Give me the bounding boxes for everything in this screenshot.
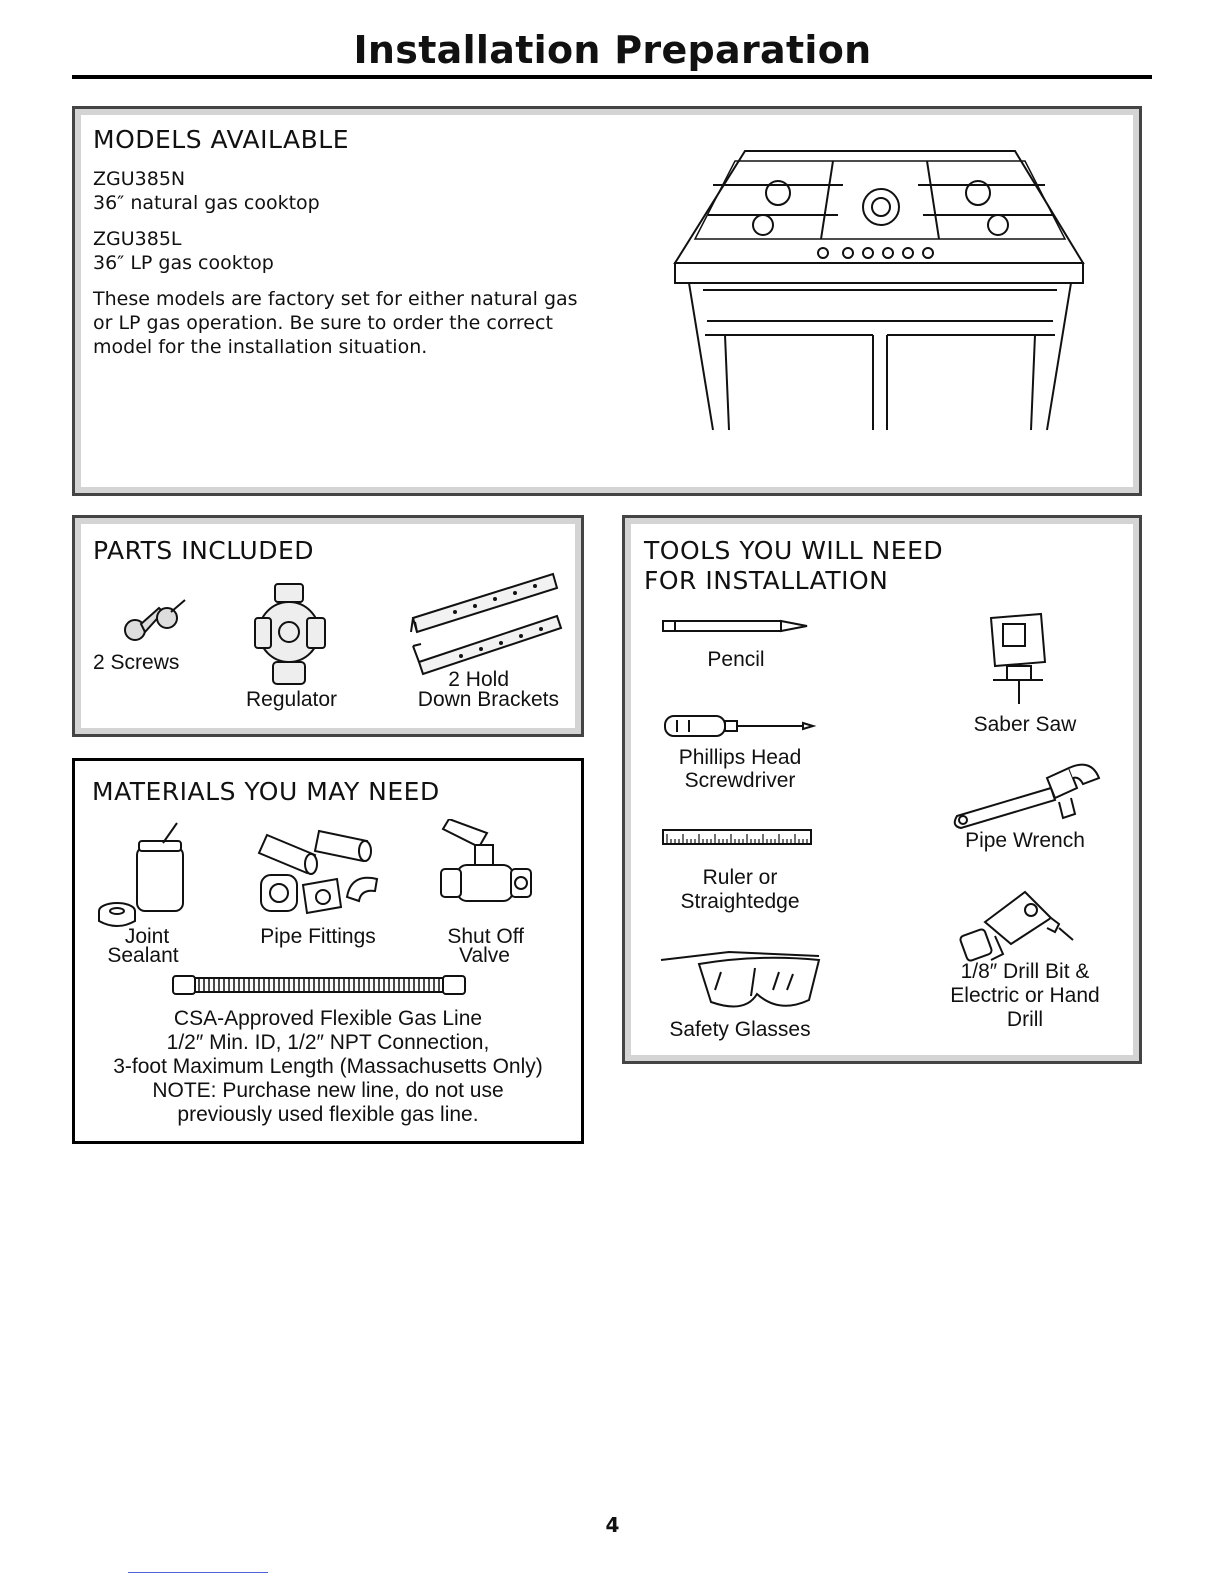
screwdriver-label-line1: Phillips Head xyxy=(678,746,802,769)
ruler-icon xyxy=(661,826,813,848)
drill-label-line1: 1/8″ Drill Bit & xyxy=(960,960,1090,983)
models-note-line3: model for the installation situation. xyxy=(93,336,428,358)
tools-box xyxy=(622,515,1142,1064)
safety-glasses-icon xyxy=(659,950,829,1016)
shut-off-valve-icon xyxy=(435,819,535,929)
valve-label-line2: Valve xyxy=(459,944,510,967)
drill-icon xyxy=(955,888,1075,964)
materials-heading: MATERIALS YOU MAY NEED xyxy=(92,777,440,806)
gasline-line3: 3-foot Maximum Length (Massachusetts Only) xyxy=(113,1055,543,1078)
screwdriver-label-line2: Screwdriver xyxy=(684,769,796,792)
materials-box xyxy=(72,758,584,1144)
pencil-icon xyxy=(661,618,811,634)
models-available-box xyxy=(72,106,1142,496)
model1-description: 36″ natural gas cooktop xyxy=(93,192,320,214)
model1-code: ZGU385N xyxy=(93,168,186,190)
pipe-wrench-icon xyxy=(951,758,1103,830)
page-title: Installation Preparation xyxy=(353,28,872,72)
saber-saw-icon xyxy=(985,610,1051,706)
pipe-fittings-label: Pipe Fittings xyxy=(260,925,376,948)
brackets-label-line2: Down Brackets xyxy=(417,688,559,711)
regulator-label: Regulator xyxy=(246,688,338,711)
sealant-label-line1: Joint xyxy=(124,925,170,948)
parts-heading: PARTS INCLUDED xyxy=(93,536,315,565)
drill-label-line2: Electric or Hand xyxy=(950,984,1100,1007)
model2-code: ZGU385L xyxy=(93,228,182,250)
pipe-fittings-icon xyxy=(247,827,387,919)
joint-sealant-icon xyxy=(97,821,197,931)
screws-label: 2 Screws xyxy=(93,651,180,674)
screws-icon xyxy=(115,596,190,646)
gasline-line2: 1/2″ Min. ID, 1/2″ NPT Connection, xyxy=(166,1031,490,1054)
pipe-wrench-label: Pipe Wrench xyxy=(965,829,1085,852)
models-heading: MODELS AVAILABLE xyxy=(93,125,349,154)
sealant-label-line2: Sealant xyxy=(107,944,179,967)
title-rule xyxy=(72,75,1152,79)
regulator-icon xyxy=(247,580,333,690)
phillips-screwdriver-icon xyxy=(661,714,817,738)
tools-heading-line2: FOR INSTALLATION xyxy=(644,566,889,595)
hold-down-brackets-icon xyxy=(405,566,565,676)
footer-line xyxy=(128,1572,268,1573)
safety-glasses-label: Safety Glasses xyxy=(669,1018,811,1041)
saber-saw-label: Saber Saw xyxy=(973,713,1077,736)
gasline-line1: CSA-Approved Flexible Gas Line xyxy=(173,1007,483,1030)
model2-description: 36″ LP gas cooktop xyxy=(93,252,274,274)
drill-label-line3: Drill xyxy=(1006,1008,1044,1031)
models-note-line2: or LP gas operation. Be sure to order the correct xyxy=(93,312,553,334)
cooktop-cabinet-illustration xyxy=(673,145,1085,435)
valve-label-line1: Shut Off xyxy=(447,925,524,948)
brackets-label-line1: 2 Hold xyxy=(448,668,509,691)
ruler-label-line2: Straightedge xyxy=(680,890,800,913)
pencil-label: Pencil xyxy=(707,648,765,671)
tools-heading-line1: TOOLS YOU WILL NEED xyxy=(644,536,944,565)
gasline-line4: NOTE: Purchase new line, do not use xyxy=(152,1079,504,1102)
parts-included-box xyxy=(72,515,584,737)
flexible-gas-line-icon xyxy=(171,973,467,997)
page-number: 4 xyxy=(605,1513,620,1537)
gasline-line5: previously used flexible gas line. xyxy=(177,1103,479,1126)
ruler-label-line1: Ruler or xyxy=(702,866,778,889)
models-note-line1: These models are factory set for either natural gas xyxy=(93,288,578,310)
